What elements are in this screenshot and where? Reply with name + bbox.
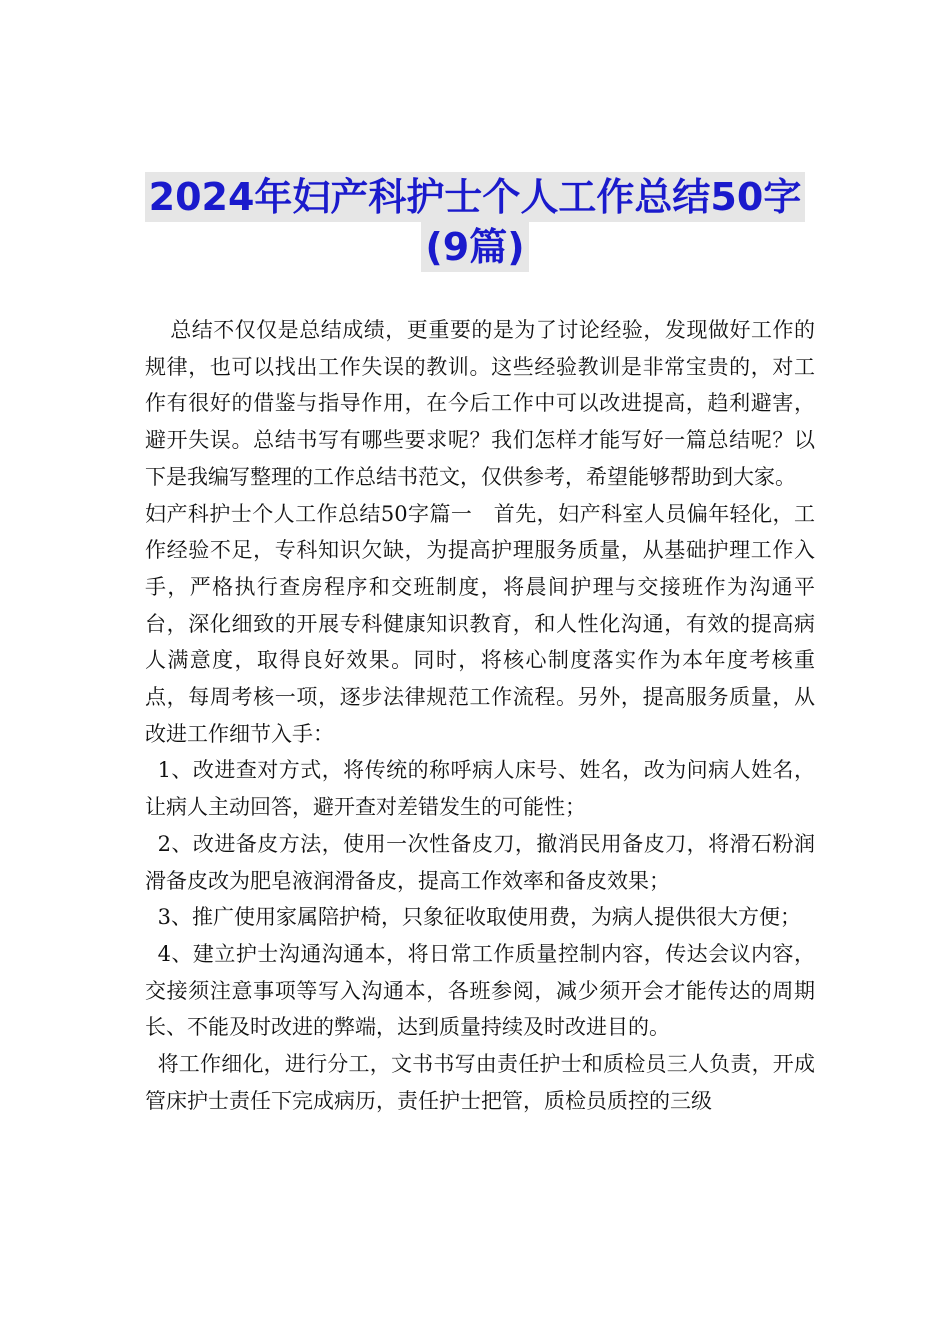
list-item-4: 4、建立护士沟通沟通本，将日常工作质量控制内容，传达会议内容，交接须注意事项等写入沟通本，各班参阅，减少须开会才能传达的周期长、不能及时改进的弊端，达到质量持续及时改进目的。 [145,941,815,1040]
list-item-2: 2、改进备皮方法，使用一次性备皮刀，撤消民用备皮刀，将滑石粉润滑备皮改为肥皂液润滑备皮，提高工作效率和备皮效果； [145,831,815,893]
list-item-1: 1、改进查对方式，将传统的称呼病人床号、姓名，改为问病人姓名，让病人主动回答，避开查对差错发生的可能性； [145,758,815,820]
document-body [145,312,815,1119]
document-title [0,172,950,272]
title-line-1: 2024年妇产科护士个人工作总结50字 [145,172,806,222]
section-1-paragraph: 妇产科护士个人工作总结50字篇一 首先，妇产科室人员偏年轻化，工作经验不足，专科知识欠缺，为提高护理服务质量，从基础护理工作入手，严格执行查房程序和交班制度，将晨间护理与交接班作为沟通平台，深化细致的开展专科健康知识教育，和人性化沟通，有效的提高病人满意度，取得良好效果。同时，将核心制度落实作为本年度考核重点，每周考核一项，逐步法律规范工作流程。另外，提高服务质量，从改进工作细节入手： [145,501,815,746]
intro-paragraph: 总结不仅仅是总结成绩，更重要的是为了讨论经验，发现做好工作的规律，也可以找出工作失误的教训。这些经验教训是非常宝贵的，对工作有很好的借鉴与指导作用，在今后工作中可以改进提高，趋利避害，避开失误。总结书写有哪些要求呢？我们怎样才能写好一篇总结呢？以下是我编写整理的工作总结书范文，仅供参考，希望能够帮助到大家。 [145,318,815,489]
body-paragraph: 将工作细化，进行分工，文书书写由责任护士和质检员三人负责，开成管床护士责任下完成病历，责任护士把管，质检员质控的三级 [145,1052,815,1113]
list-item-3: 3、推广使用家属陪护椅，只象征收取使用费，为病人提供很大方便； [157,905,801,930]
title-line-2: (9篇) [421,222,528,272]
